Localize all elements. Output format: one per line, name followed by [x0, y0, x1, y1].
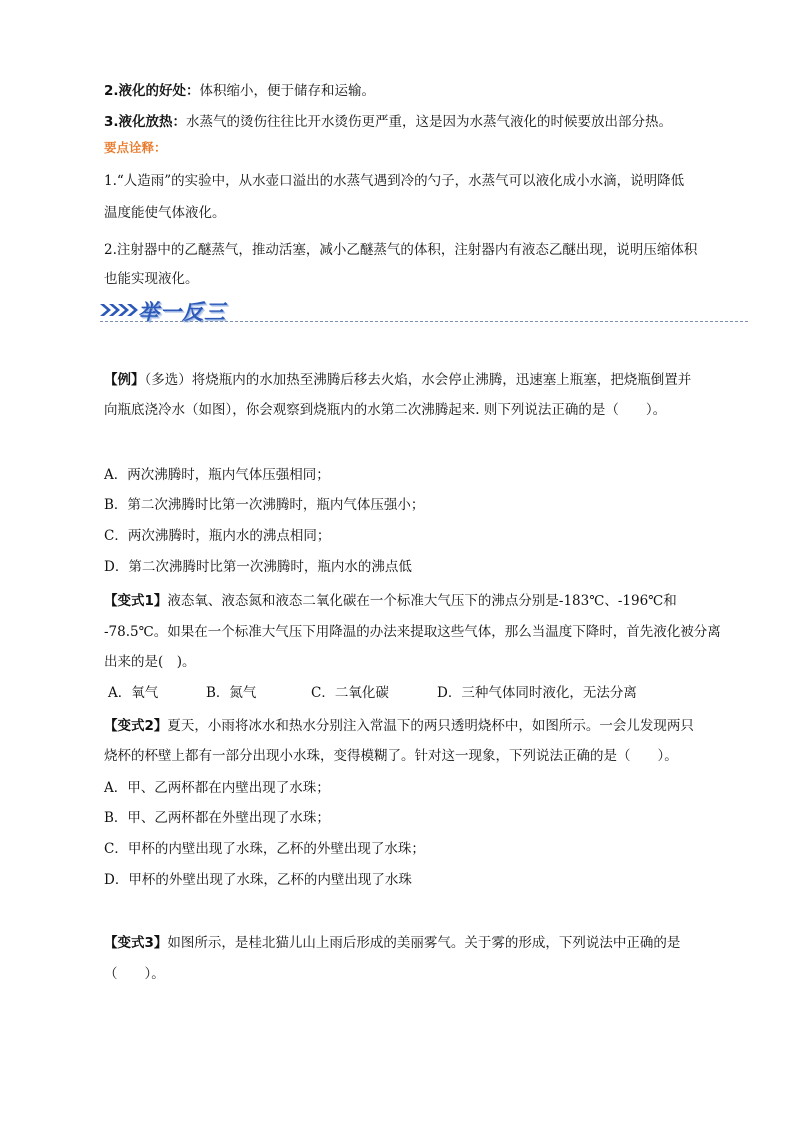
variant-tag: 【变式3】 — [104, 935, 168, 951]
example-tag: 【例】 — [104, 372, 145, 388]
variant-2-line-2: 烧杯的杯壁上都有一部分出现小水珠，变得模糊了。针对这一现象，下列说法正确的是（ ）。 — [104, 748, 678, 764]
note-1-line-2: 温度能使气体液化。 — [104, 205, 226, 221]
example-line-1 — [104, 371, 691, 389]
variant-3-line-1 — [104, 934, 680, 952]
variant-1-line-3: 出来的是( )。 — [104, 654, 196, 670]
note-2-line-1: 2.注射器中的乙醚蒸气，推动活塞，减小乙醚蒸气的体积，注射器内有液态乙醚出现，说明压缩体积 — [104, 242, 698, 258]
example-line-2: 向瓶底浇冷水（如图），你会观察到烧瓶内的水第二次沸腾起来. 则下列说法正确的是（ ）。 — [104, 402, 667, 418]
dashed-divider — [100, 321, 748, 322]
variant-2-option-a: A．甲、乙两杯都在内壁出现了水珠； — [104, 780, 330, 796]
note-2-line-2: 也能实现液化。 — [104, 271, 199, 287]
variant-2-option-d: D．甲杯的外壁出现了水珠，乙杯的内壁出现了水珠 — [104, 872, 412, 888]
triple-chevron-icon — [100, 304, 138, 316]
liquefaction-heat — [104, 113, 672, 131]
variant-2-option-c: C．甲杯的内壁出现了水珠，乙杯的外壁出现了水珠； — [104, 841, 425, 857]
variant-2-option-b: B．甲、乙两杯都在外壁出现了水珠； — [104, 810, 330, 826]
variant-tag: 【变式1】 — [104, 593, 168, 609]
option-a: A．氧气 — [108, 685, 159, 701]
example-text: （多选）将烧瓶内的水加热至沸腾后移去火焰，水会停止沸腾，迅速塞上瓶塞，把烧瓶倒置并 — [144, 372, 692, 388]
example-option-c: C．两次沸腾时，瓶内水的沸点相同； — [104, 528, 331, 544]
variant-1-line-2: -78.5℃。如果在一个标准大气压下用降温的办法来提取这些气体，那么当温度下降时，首先液化被分离 — [104, 624, 721, 640]
key-points-title: 要点诠释： — [104, 140, 167, 155]
variant-text: 夏天，小雨将冰水和热水分别注入常温下的两只透明烧杯中，如图所示。一会儿发现两只 — [167, 718, 694, 734]
section-text: 水蒸气的烫伤往往比开水烫伤更严重，这是因为水蒸气液化的时候要放出部分热。 — [186, 114, 673, 130]
example-option-b: B．第二次沸腾时比第一次沸腾时，瓶内气体压强小； — [104, 497, 425, 513]
option-c: C．二氧化碳 — [311, 685, 389, 701]
banner-title: 举一反三 — [138, 300, 226, 324]
example-option-a: A．两次沸腾时，瓶内气体压强相同； — [104, 467, 330, 483]
variant-3-line-2: （ ）。 — [104, 966, 165, 982]
liquefaction-benefit — [104, 82, 375, 100]
section-label: 2.液化的好处： — [104, 83, 200, 99]
variant-text: 如图所示，是桂北猫儿山上雨后形成的美丽雾气。关于雾的形成，下列说法中正确的是 — [167, 935, 681, 951]
variant-1-line-1 — [104, 592, 677, 610]
variant-text: 液态氧、液态氮和液态二氧化碳在一个标准大气压下的沸点分别是-183℃、-196℃和 — [167, 593, 677, 609]
section-label: 3.液化放热： — [104, 114, 187, 130]
variant-tag: 【变式2】 — [104, 718, 168, 734]
section-banner — [100, 296, 750, 324]
option-d: D．三种气体同时液化，无法分离 — [437, 685, 637, 701]
variant-1-options — [108, 684, 637, 702]
section-text: 体积缩小，便于储存和运输。 — [199, 83, 376, 99]
variant-2-line-1 — [104, 717, 694, 735]
example-option-d: D．第二次沸腾时比第一次沸腾时，瓶内水的沸点低 — [104, 559, 412, 575]
note-1-line-1: 1.“人造雨”的实验中，从水壶口溢出的水蒸气遇到冷的勺子，水蒸气可以液化成小水滴，说明降低 — [104, 173, 685, 189]
option-b: B．氮气 — [206, 685, 257, 701]
